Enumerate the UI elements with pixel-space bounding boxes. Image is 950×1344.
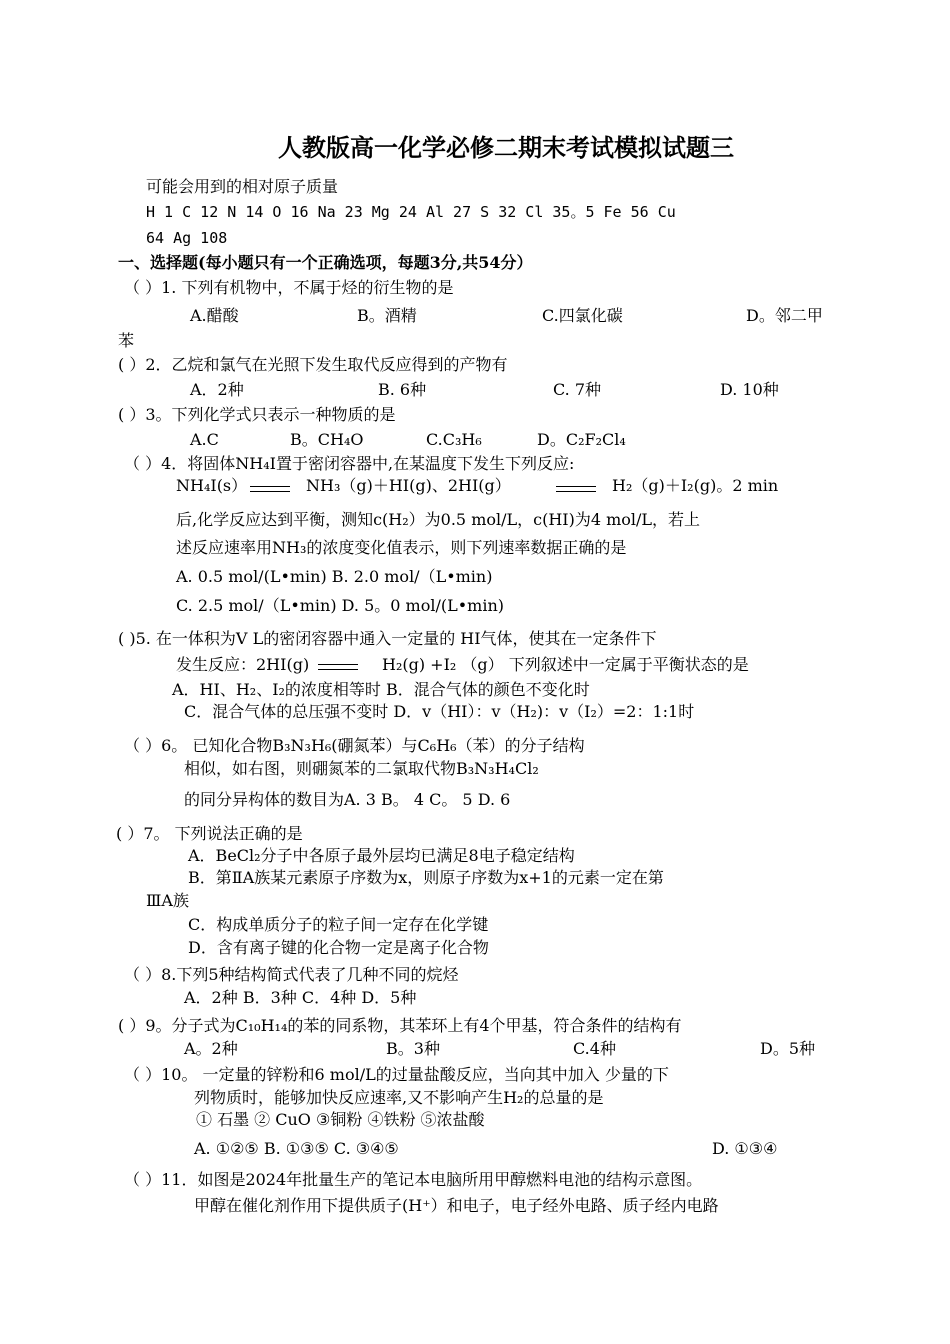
q8-options: A．2种 B．3种 C．4种 D．5种 — [184, 988, 417, 1007]
q7-option-c: C．构成单质分子的粒子间一定存在化学键 — [188, 915, 489, 934]
q7-option-d: D．含有离子键的化合物一定是离子化合物 — [188, 938, 489, 957]
q2-stem: ( ）2．乙烷和氯气在光照下发生取代反应得到的产物有 — [118, 355, 508, 374]
q7-option-a: A．BeCl₂分子中各原子最外层均已满足8电子稳定结构 — [188, 846, 575, 865]
equilibrium-arrow — [250, 484, 290, 494]
q9-stem: ( ）9。分子式为C₁₀H₁₄的苯的同系物，其苯环上有4个甲基，符合条件的结构有 — [118, 1016, 682, 1035]
q10-option-d: D. ①③④ — [712, 1139, 778, 1158]
q4-stem: （ ）4．将固体NH₄I置于密闭容器中,在某温度下发生下列反应: — [124, 454, 575, 473]
q10-stem: （ ）10。 一定量的锌粉和6 mol/L的过量盐酸反应，当向其中加入 少量的下 — [124, 1065, 669, 1084]
q9-option-c: C.4种 — [573, 1039, 616, 1058]
q6-line-2: 相似，如右图，则硼氮苯的二氯取代物B₃N₃H₄Cl₂ — [184, 759, 539, 778]
q4-equation-right: H₂（g)＋I₂(g)。2 min — [612, 476, 779, 495]
q1-option-a: A.醋酸 — [190, 306, 239, 325]
q7-option-b: B．第ⅡA族某元素原子序数为x，则原子序数为x+1的元素一定在第 — [188, 868, 664, 887]
q1-option-d: D。邻二甲 — [746, 306, 823, 325]
q3-stem: ( ）3。下列化学式只表示一种物质的是 — [118, 405, 396, 424]
q11-stem: （ ）11．如图是2024年批量生产的笔记本电脑所用甲醇燃料电池的结构示意图。 — [124, 1170, 703, 1189]
q5-line-2b: H₂(g) +I₂ （g） 下列叙述中一定属于平衡状态的是 — [382, 655, 749, 674]
q9-option-a: A。2种 — [184, 1039, 238, 1058]
q4-line-3: 述反应速率用NH₃的浓度变化值表示，则下列速率数据正确的是 — [176, 538, 627, 557]
q5-options-cd: C．混合气体的总压强不变时 D．v（HI）：v（H₂)：v（I₂）=2：1:1时 — [184, 702, 695, 721]
q8-stem: （ ）8.下列5种结构简式代表了几种不同的烷烃 — [124, 965, 459, 984]
q9-option-b: B。3种 — [386, 1039, 440, 1058]
q1-option-c: C.四氯化碳 — [542, 306, 623, 325]
q4-line-2: 后,化学反应达到平衡，测知c(H₂）为0.5 mol/L，c(HI)为4 mol/L，若上 — [176, 510, 701, 529]
q10-items: ① 石墨 ② CuO ③铜粉 ④铁粉 ⑤浓盐酸 — [196, 1110, 485, 1129]
q9-option-d: D。5种 — [760, 1039, 816, 1058]
equilibrium-arrow — [556, 484, 596, 494]
q5-line-2a: 发生反应：2HI(g) — [176, 655, 310, 674]
mass-intro: 可能会用到的相对原子质量 — [146, 177, 339, 196]
q4-equation-left: NH₄I(s） — [176, 476, 248, 495]
q5-options-ab: A．HI、H₂、I₂的浓度相等时 B．混合气体的颜色不变化时 — [172, 680, 590, 699]
q2-option-a: A．2种 — [190, 380, 244, 399]
mass-line-2: 64 Ag 108 — [146, 229, 228, 247]
mass-line-1: H 1 C 12 N 14 O 16 Na 23 Mg 24 Al 27 S 32 Cl 35。5 Fe 56 Cu — [146, 203, 676, 221]
equilibrium-arrow — [318, 662, 358, 672]
q2-option-b: B. 6种 — [378, 380, 427, 399]
q10-options-abc: A. ①②⑤ B. ①③⑤ C. ③④⑤ — [194, 1139, 399, 1158]
q4-options-ab: A. 0.5 mol/(L•min) B. 2.0 mol/（L•min) — [176, 567, 493, 586]
q4-equation-middle: NH₃（g)＋HI(g)、2HI(g） — [306, 476, 511, 495]
q6-line-3: 的同分异构体的数目为A. 3 B。 4 C。 5 D. 6 — [184, 790, 511, 809]
q6-stem: （ ）6。 已知化合物B₃N₃H₆(硼氮苯）与C₆H₆（苯）的分子结构 — [124, 736, 585, 755]
q5-stem: ( )5. 在一体积为V L的密闭容器中通入一定量的 HI气体，使其在一定条件下 — [118, 629, 657, 648]
section-heading: 一、选择题(每小题只有一个正确选项，每题3分,共54分） — [118, 253, 533, 272]
q3-option-d: D。C₂F₂Cl₄ — [537, 430, 626, 449]
q2-option-d: D. 10种 — [720, 380, 779, 399]
q7-option-b-cont: ⅢA族 — [146, 891, 189, 910]
q2-option-c: C. 7种 — [553, 380, 602, 399]
q3-option-a: A.C — [190, 430, 219, 449]
q1-option-d-cont: 苯 — [118, 331, 135, 350]
q4-options-cd: C. 2.5 mol/（L•min) D. 5。0 mol/(L•min) — [176, 596, 505, 615]
q1-option-b: B。酒精 — [357, 306, 417, 325]
q7-stem: ( ）7。 下列说法正确的是 — [116, 824, 303, 843]
page-title: 人教版高一化学必修二期末考试模拟试题三 — [278, 134, 734, 162]
q1-stem: （ ）1. 下列有机物中，不属于烃的衍生物的是 — [124, 278, 454, 297]
q3-option-c: C.C₃H₆ — [426, 430, 482, 449]
q11-line-2: 甲醇在催化剂作用下提供质子(H⁺）和电子，电子经外电路、质子经内电路 — [194, 1196, 719, 1215]
q10-line-2: 列物质时，能够加快反应速率,又不影响产生H₂的总量的是 — [194, 1088, 604, 1107]
q3-option-b: B。CH₄O — [290, 430, 364, 449]
